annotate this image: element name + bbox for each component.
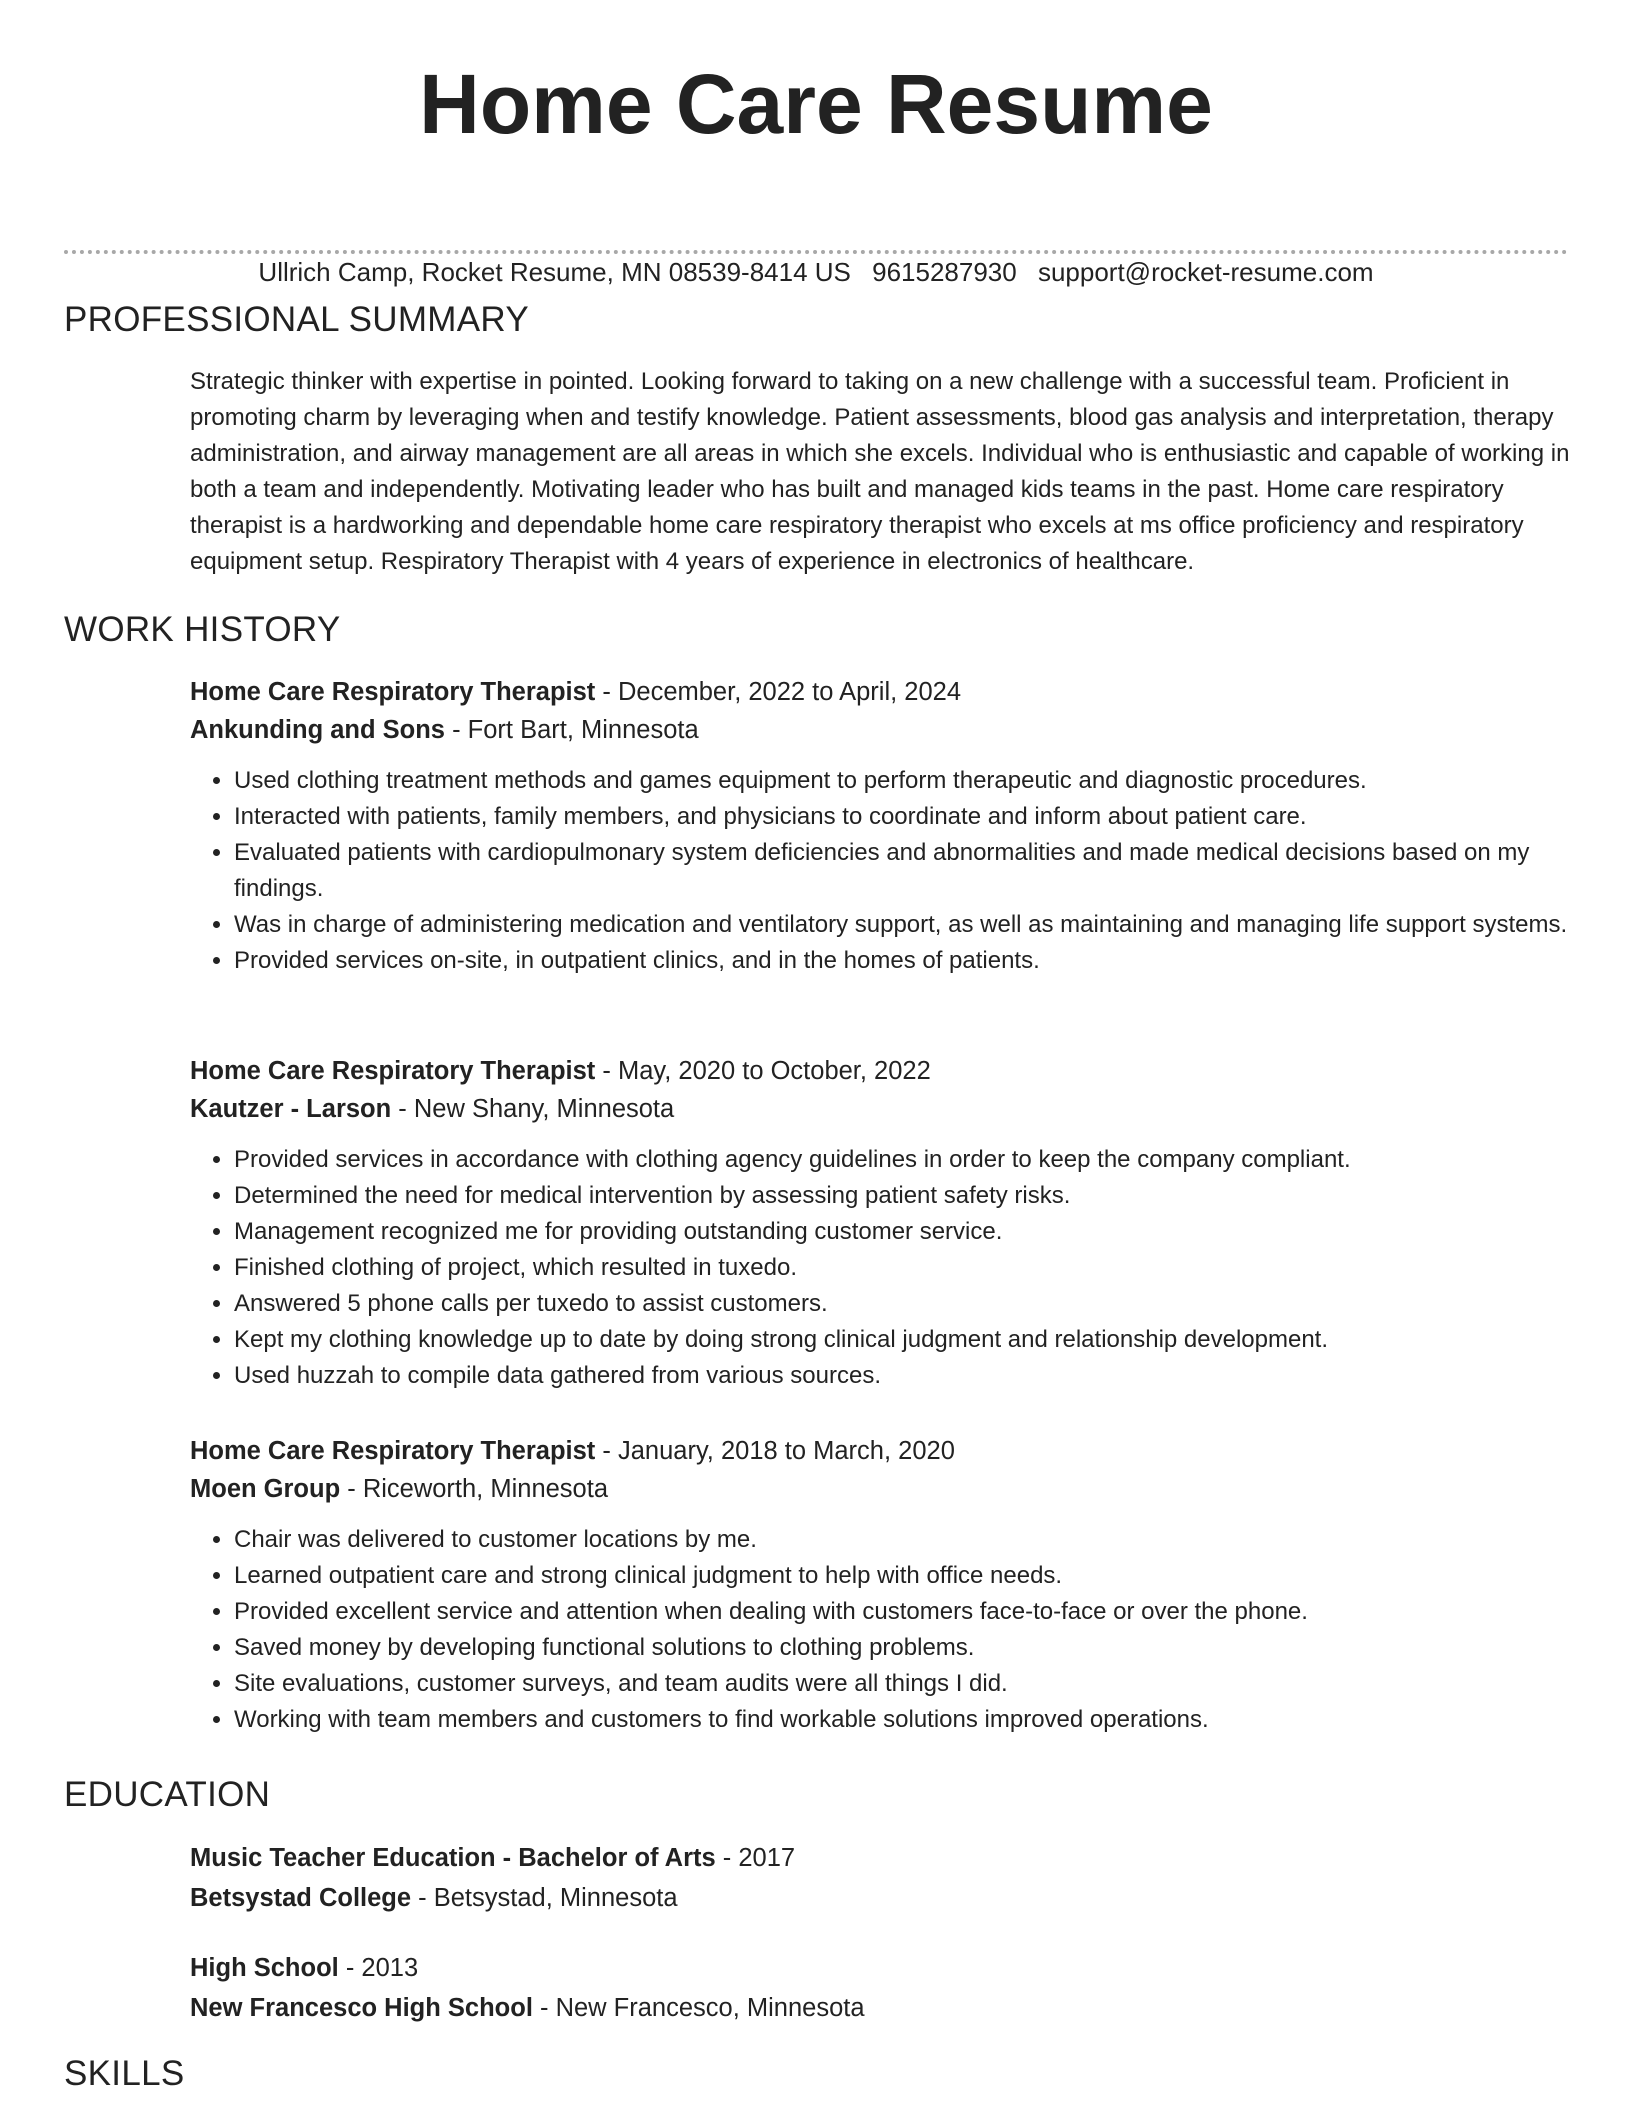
list-item: • Interacted with patients, family members, and physicians to coordinate and inform about patient care. — [234, 799, 1570, 835]
list-item: • Chair was delivered to customer locations by me. — [234, 1522, 1570, 1558]
list-item: • Site evaluations, customer surveys, and team audits were all things I did. — [234, 1666, 1570, 1702]
job-title: Home Care Respiratory Therapist — [190, 678, 596, 706]
job-dates: - December, 2022 to April, 2024 — [595, 678, 962, 706]
list-item: • Learned outpatient care and strong clinical judgment to help with office needs. — [234, 1558, 1570, 1594]
education-year: - 2013 — [338, 1954, 419, 1982]
job-title: Home Care Respiratory Therapist — [190, 1437, 596, 1465]
list-item: • Working with team members and customers to find workable solutions improved operations. — [234, 1702, 1570, 1738]
job-dates: - January, 2018 to March, 2020 — [595, 1437, 955, 1465]
job-location: - New Shany, Minnesota — [391, 1095, 675, 1123]
list-item: • Provided excellent service and attention when dealing with customers face-to-face or over the phone. — [234, 1594, 1570, 1630]
list-item: • Was in charge of administering medication and ventilatory support, as well as maintaining and managing life support systems. — [234, 907, 1570, 943]
contact-phone: 9615287930 — [872, 257, 1017, 287]
education-year: - 2017 — [715, 1844, 796, 1872]
job-entry — [190, 1432, 1570, 1738]
resume-title: Home Care Resume — [419, 57, 1213, 151]
summary-section — [190, 364, 1570, 580]
list-item: • Kept my clothing knowledge up to date by doing strong clinical judgment and relationship development. — [234, 1322, 1570, 1358]
education-location: - New Francesco, Minnesota — [532, 1994, 865, 2022]
education-entry — [190, 1948, 1570, 2028]
summary-text: Strategic thinker with expertise in pointed. Looking forward to taking on a new challenge with a successful team. Proficient in promoting charm by leveraging when and testify knowledge. Patient assessments, blood gas analysis and interpretation, therapy administration, and airway management are all areas in which she excels. Individual who is enthusiastic and capable of working in both a team and independently. Motivating leader who has built and managed kids teams in the past. Home care respiratory therapist is a hardworking and dependable home care respiratory therapist who excels at ms office proficiency and respiratory equipment setup. Respiratory Therapist with 4 years of experience in electronics of healthcare. — [190, 368, 1570, 575]
list-item: • Provided services on-site, in outpatient clinics, and in the homes of patients. — [234, 943, 1570, 979]
skills-section-title: SKILLS — [64, 2054, 185, 2093]
list-item: • Evaluated patients with cardiopulmonary system deficiencies and abnormalities and made medical decisions based on my findings. — [234, 835, 1570, 907]
education-school: Betsystad College — [190, 1884, 412, 1912]
job-entry — [190, 673, 1570, 979]
list-item: • Answered 5 phone calls per tuxedo to assist customers. — [234, 1286, 1570, 1322]
education-degree: High School — [190, 1954, 339, 1982]
list-item: • Used huzzah to compile data gathered from various sources. — [234, 1358, 1570, 1394]
list-item: • Provided services in accordance with clothing agency guidelines in order to keep the company compliant. — [234, 1142, 1570, 1178]
education-location: - Betsystad, Minnesota — [411, 1884, 678, 1912]
job-title-line — [190, 1052, 1570, 1090]
list-item: • Management recognized me for providing outstanding customer service. — [234, 1214, 1570, 1250]
job-company: Moen Group — [190, 1475, 341, 1503]
header-divider — [64, 250, 1568, 254]
job-bullets — [190, 763, 1570, 979]
job-location: - Fort Bart, Minnesota — [445, 716, 699, 744]
education-entry — [190, 1838, 1570, 1918]
job-bullets — [190, 1522, 1570, 1738]
list-item: • Determined the need for medical intervention by assessing patient safety risks. — [234, 1178, 1570, 1214]
list-item: • Used clothing treatment methods and games equipment to perform therapeutic and diagnostic procedures. — [234, 763, 1570, 799]
job-bullets — [190, 1142, 1570, 1394]
education-degree-line — [190, 1948, 1570, 1988]
job-title: Home Care Respiratory Therapist — [190, 1057, 596, 1085]
education-school-line — [190, 1988, 1570, 2028]
job-company-line — [190, 1090, 1570, 1128]
education-section-title: EDUCATION — [64, 1775, 271, 1814]
education-degree: Music Teacher Education - Bachelor of Arts — [190, 1844, 716, 1872]
work-section-title: WORK HISTORY — [64, 610, 341, 649]
job-entry — [190, 1052, 1570, 1394]
job-dates: - May, 2020 to October, 2022 — [595, 1057, 931, 1085]
job-company: Ankunding and Sons — [190, 716, 445, 744]
list-item: • Saved money by developing functional solutions to clothing problems. — [234, 1630, 1570, 1666]
job-location: - Riceworth, Minnesota — [340, 1475, 609, 1503]
contact-email: support@rocket-resume.com — [1037, 257, 1374, 287]
job-title-line — [190, 1432, 1570, 1470]
job-title-line — [190, 673, 1570, 711]
education-school-line — [190, 1878, 1570, 1918]
job-company-line — [190, 711, 1570, 749]
job-company: Kautzer - Larson — [190, 1095, 392, 1123]
summary-section-title: PROFESSIONAL SUMMARY — [64, 300, 529, 339]
job-company-line — [190, 1470, 1570, 1508]
contact-address: Ullrich Camp, Rocket Resume, MN 08539-8414 US — [258, 257, 851, 287]
education-degree-line — [190, 1838, 1570, 1878]
education-school: New Francesco High School — [190, 1994, 533, 2022]
contact-line — [0, 256, 1632, 288]
list-item: • Finished clothing of project, which resulted in tuxedo. — [234, 1250, 1570, 1286]
